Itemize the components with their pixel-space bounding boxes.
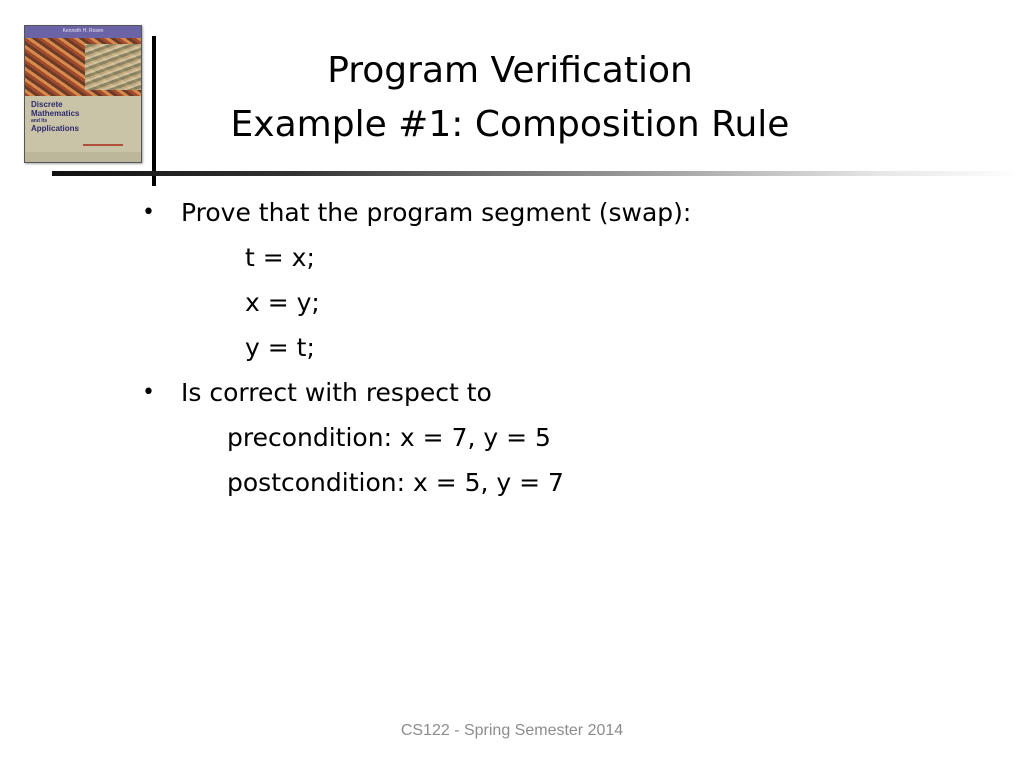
slide-title-line-1: Program Verification: [327, 50, 693, 91]
book-cover-title-line: Discrete: [31, 100, 63, 109]
postcondition-text: postcondition: x = 5, y = 7: [227, 468, 564, 497]
book-cover-bottom-band: [25, 152, 141, 162]
bullet-text: Is correct with respect to: [181, 378, 492, 407]
bullet-item: [140, 190, 1000, 235]
book-cover-image: [24, 25, 142, 163]
horizontal-divider: [52, 171, 1024, 176]
book-cover-title: [31, 100, 135, 133]
precondition-text: precondition: x = 7, y = 5: [227, 423, 551, 452]
code-statement: x = y;: [245, 288, 320, 317]
bullet-item: [140, 370, 1000, 415]
slide-title-line-2: Example #1: Composition Rule: [230, 104, 790, 145]
code-line: [140, 280, 1000, 325]
bullet-marker: •: [142, 380, 155, 405]
condition-line: [140, 415, 1000, 460]
code-line: [140, 235, 1000, 280]
code-statement: t = x;: [245, 243, 315, 272]
bullet-marker: •: [142, 200, 155, 225]
book-cover-edition-line: [83, 144, 123, 146]
condition-line: [140, 460, 1000, 505]
book-cover-title-line: Applications: [31, 124, 80, 133]
book-cover-author: Kenneth H. Rosen: [62, 28, 104, 34]
book-cover-artwork-overlay: [85, 44, 141, 90]
slide-body: [140, 190, 1000, 505]
vertical-divider: [152, 36, 156, 186]
slide-title: [160, 44, 860, 152]
slide-footer: CS122 - Spring Semester 2014: [400, 722, 624, 739]
bullet-text: Prove that the program segment (swap):: [181, 198, 692, 227]
book-cover-title-line: and Its: [31, 118, 48, 124]
code-line: [140, 325, 1000, 370]
book-cover-title-line: Mathematics: [31, 109, 80, 118]
code-statement: y = t;: [245, 333, 315, 362]
